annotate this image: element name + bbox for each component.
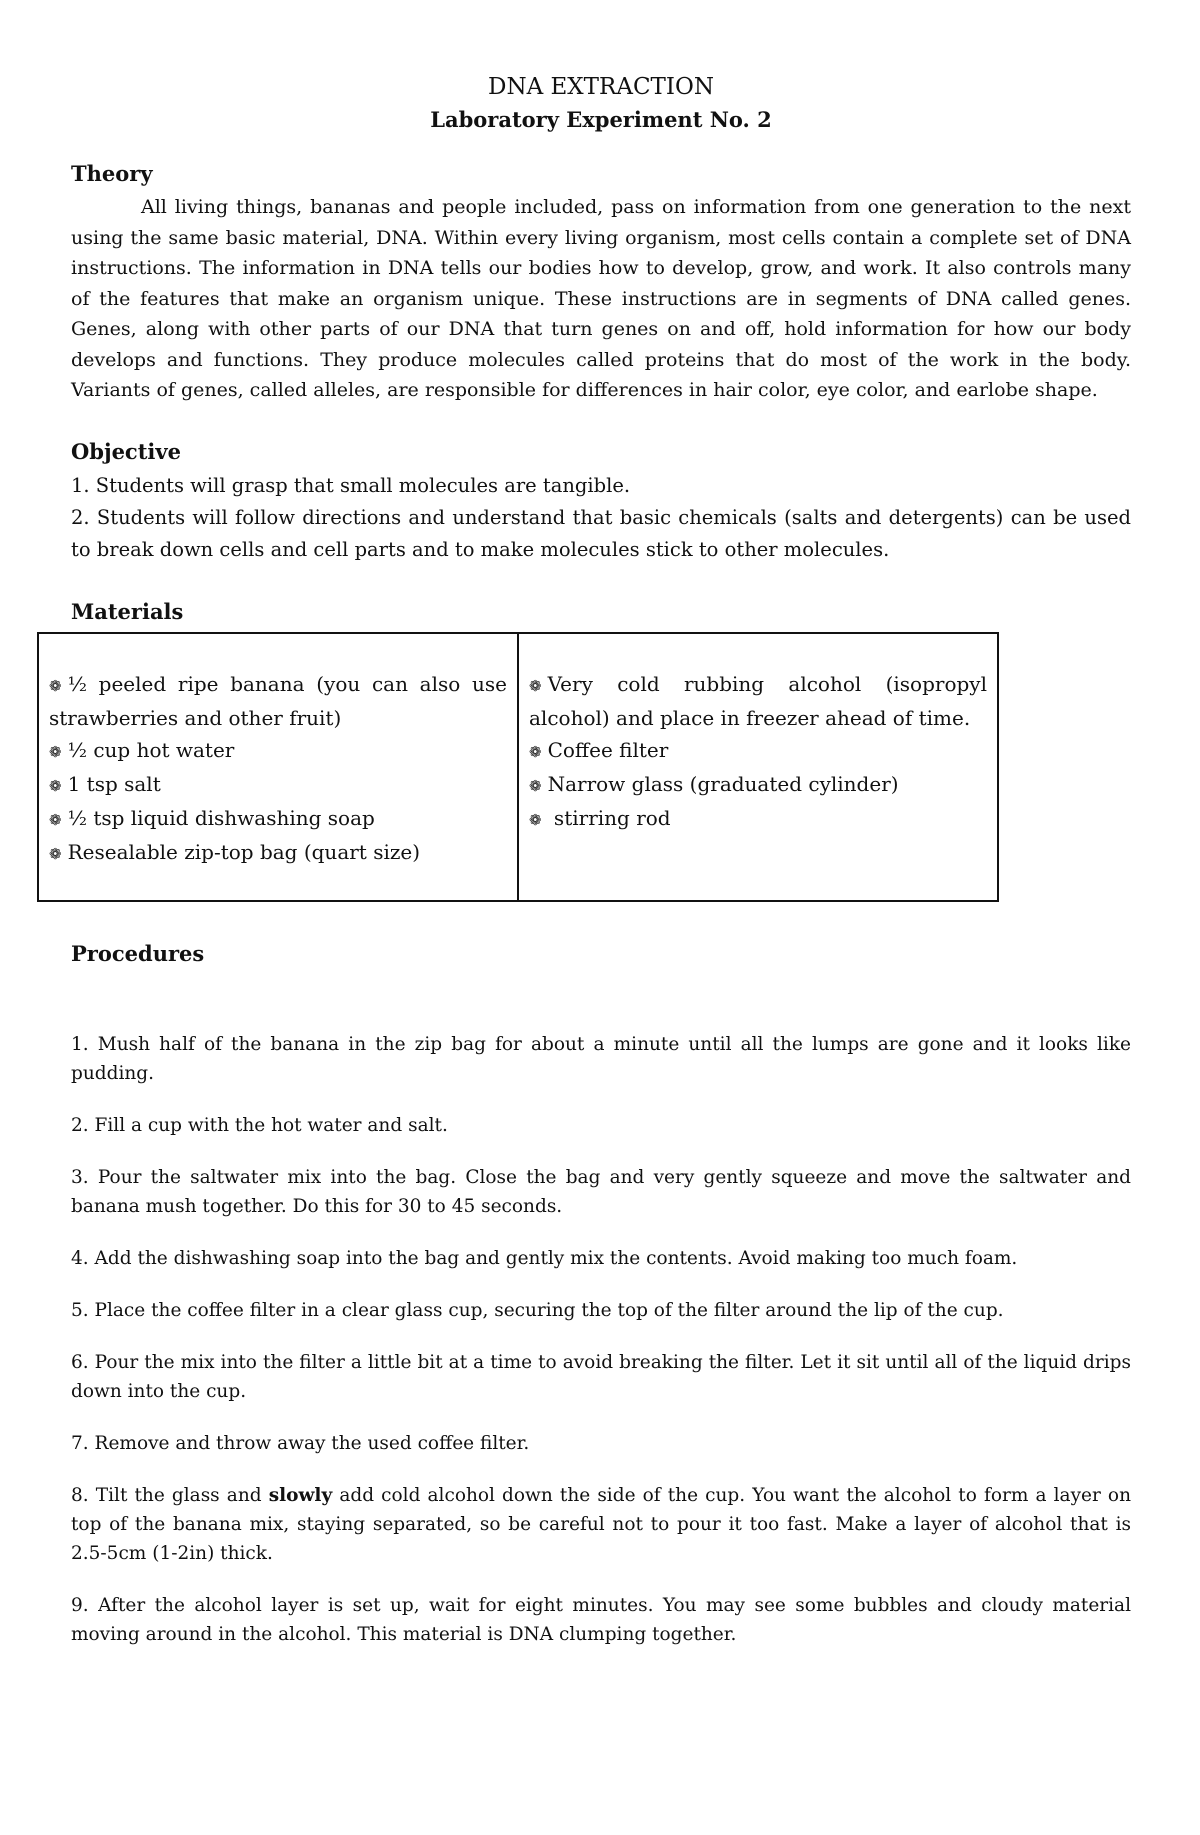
flower-bullet-icon: ❁: [49, 844, 62, 863]
flower-bullet-icon: ❁: [49, 776, 62, 795]
procedures-section: [71, 936, 1131, 1649]
material-item: ❁ Very cold rubbing alcohol (isopropyl alcohol) and place in freezer ahead of time.: [529, 671, 987, 730]
objective-list: [71, 470, 1131, 566]
material-item: ❁ ½ cup hot water: [49, 737, 235, 762]
theory-section: [71, 156, 1131, 406]
document-subtitle: Laboratory Experiment No. 2: [430, 107, 772, 132]
objective-item: 2. Students will follow directions and understand that basic chemicals (salts and detergents) can be used to break down cells and cell parts and to make molecules stick to other molecules.: [71, 505, 1131, 561]
emphasis-slowly: slowly: [268, 1484, 333, 1506]
flower-bullet-icon: ❁: [529, 810, 542, 829]
procedure-step: 8. Tilt the glass and slowly add cold alcohol down the side of the cup. You want the alcohol to form a layer on top of the banana mix, staying separated, so be careful not to pour it too fast. Make a layer of alcohol that is 2.5-5cm (1-2in) thick.: [71, 1484, 1131, 1564]
material-item: ❁ ½ tsp liquid dishwashing soap: [49, 805, 375, 830]
material-item: ❁ Coffee filter: [529, 737, 669, 762]
flower-bullet-icon: ❁: [49, 810, 62, 829]
objective-section: [71, 434, 1131, 566]
procedure-step: 4. Add the dishwashing soap into the bag and gently mix the contents. Avoid making too much foam.: [71, 1247, 1018, 1269]
document-content: [49, 70, 1131, 1672]
flower-bullet-icon: ❁: [49, 742, 62, 761]
theory-paragraph: All living things, bananas and people included, pass on information from one generation to the next using the same basic material, DNA. Within every living organism, most cells contain a complete set of DNA instructions. The information in DNA tells our bodies how to develop, grow, and work. It also controls many of the features that make an organism unique. These instructions are in segments of DNA called genes. Genes, along with other parts of our DNA that turn genes on and off, hold information for how our body develops and functions. They produce molecules called proteins that do most of the work in the body. Variants of genes, called alleles, are responsible for differences in hair color, eye color, and earlobe shape.: [71, 196, 1131, 401]
procedure-step: 2. Fill a cup with the hot water and salt.: [71, 1114, 448, 1136]
objective-item: 1. Students will grasp that small molecules are tangible.: [71, 473, 631, 497]
procedure-step: 1. Mush half of the banana in the zip bag for about a minute until all the lumps are gone and it looks like pudding.: [71, 1033, 1131, 1084]
material-item: ❁ ½ peeled ripe banana (you can also use strawberries and other fruit): [49, 671, 507, 730]
flower-bullet-icon: ❁: [49, 676, 62, 695]
material-item: ❁ Narrow glass (graduated cylinder): [529, 771, 899, 796]
materials-table: [37, 632, 999, 902]
material-item: ❁ 1 tsp salt: [49, 771, 161, 796]
procedure-step: 6. Pour the mix into the filter a little bit at a time to avoid breaking the filter. Let it sit until all of the liquid drips down into the cup.: [71, 1351, 1131, 1402]
procedure-step: 9. After the alcohol layer is set up, wait for eight minutes. You may see some bubbles and cloudy material moving around in the alcohol. This material is DNA clumping together.: [71, 1594, 1131, 1645]
procedure-step: 5. Place the coffee filter in a clear glass cup, securing the top of the filter around the lip of the cup.: [71, 1299, 1004, 1321]
flower-bullet-icon: ❁: [529, 776, 542, 795]
procedure-step: 3. Pour the saltwater mix into the bag. Close the bag and very gently squeeze and move the saltwater and banana mush together. Do this for 30 to 45 seconds.: [71, 1166, 1131, 1217]
procedures-list: [71, 1030, 1131, 1649]
objective-heading: Objective: [71, 438, 181, 464]
procedure-step: 7. Remove and throw away the used coffee filter.: [71, 1432, 530, 1454]
materials-heading: Materials: [71, 598, 184, 624]
procedures-heading: Procedures: [71, 940, 205, 966]
flower-bullet-icon: ❁: [529, 742, 542, 761]
document-title: DNA EXTRACTION: [488, 74, 714, 100]
theory-heading: Theory: [71, 161, 153, 186]
materials-right-column: [518, 633, 998, 901]
materials-section: [49, 594, 1131, 902]
materials-left-column: [38, 633, 518, 901]
material-item: ❁ stirring rod: [529, 805, 671, 830]
material-item: ❁ Resealable zip-top bag (quart size): [49, 839, 421, 864]
flower-bullet-icon: ❁: [529, 676, 542, 695]
